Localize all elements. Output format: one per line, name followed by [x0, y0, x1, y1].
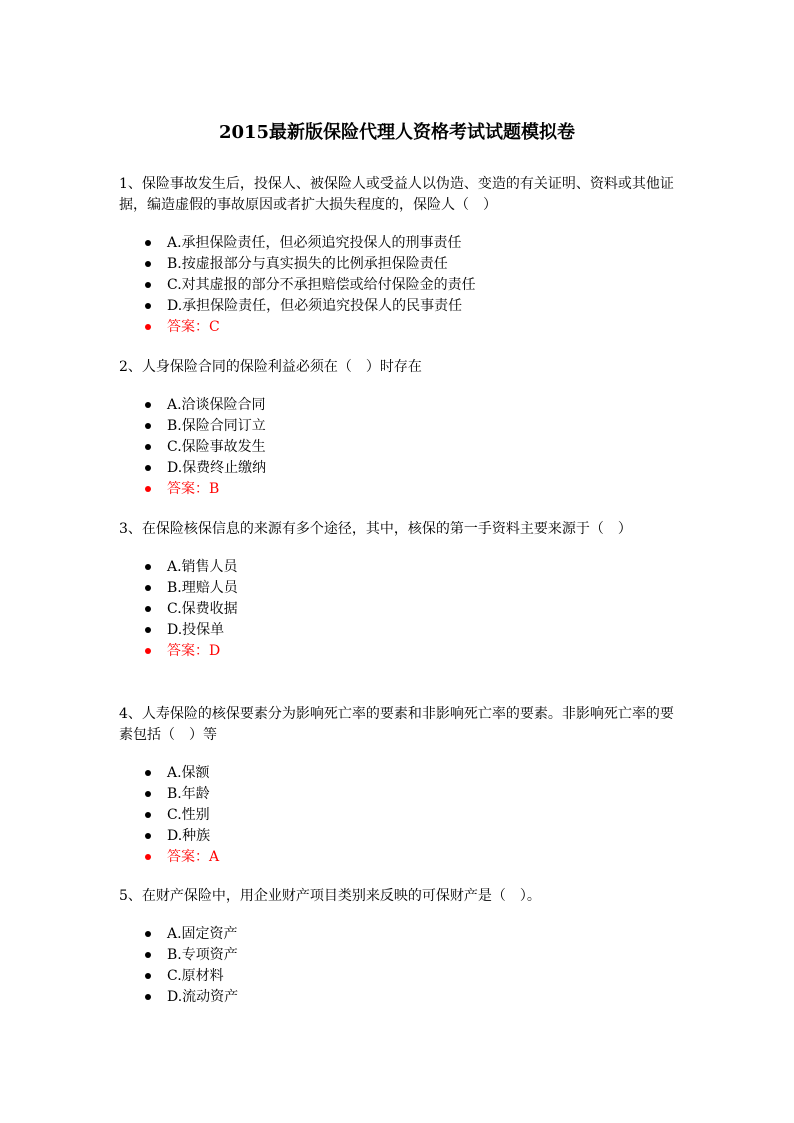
answer-label: 答案：B — [167, 481, 220, 497]
bullet-icon — [145, 444, 151, 450]
option-d — [119, 458, 679, 479]
bullet-icon — [145, 324, 151, 330]
option-d — [119, 987, 679, 1008]
option-label: C.性别 — [167, 807, 210, 823]
option-b — [119, 784, 679, 805]
answer-item — [119, 317, 679, 338]
option-label: D.投保单 — [167, 622, 225, 638]
option-c — [119, 599, 679, 620]
bullet-icon — [145, 931, 151, 937]
option-c — [119, 437, 679, 458]
option-b — [119, 416, 679, 437]
option-list — [119, 924, 679, 1008]
question-text: 3、在保险核保信息的来源有多个途径，其中，核保的第一手资料主要来源于（ ） — [119, 521, 632, 537]
option-a — [119, 924, 679, 945]
bullet-icon — [145, 952, 151, 958]
option-label: D.流动资产 — [167, 989, 239, 1005]
option-label: D.种族 — [167, 828, 211, 844]
bullet-icon — [145, 854, 151, 860]
bullet-icon — [145, 423, 151, 429]
bullet-icon — [145, 303, 151, 309]
answer-item — [119, 479, 679, 500]
bullet-icon — [145, 486, 151, 492]
answer-label: 答案：A — [167, 849, 220, 865]
question-text: 1、保险事故发生后，投保人、被保险人或受益人以伪造、变造的有关证明、资料或其他证据，编造虚假的事故原因或者扩大损失程度的，保险人（ ） — [119, 176, 674, 213]
option-label: B.保险合同订立 — [167, 418, 266, 434]
option-d — [119, 826, 679, 847]
option-label: B.按虚报部分与真实损失的比例承担保险责任 — [167, 256, 448, 272]
bullet-icon — [145, 606, 151, 612]
option-label: B.专项资产 — [167, 947, 238, 963]
option-label: A.固定资产 — [167, 926, 238, 942]
option-label: C.原材料 — [167, 968, 224, 984]
bullet-icon — [145, 994, 151, 1000]
answer-item — [119, 641, 679, 662]
bullet-icon — [145, 402, 151, 408]
option-label: D.承担保险责任，但必须追究投保人的民事责任 — [167, 298, 463, 314]
option-b — [119, 578, 679, 599]
option-label: A.保额 — [167, 765, 210, 781]
option-label: B.年龄 — [167, 786, 210, 802]
option-a — [119, 395, 679, 416]
question-1 — [119, 174, 679, 338]
option-b — [119, 254, 679, 275]
option-d — [119, 620, 679, 641]
option-list — [119, 763, 679, 868]
bullet-icon — [145, 627, 151, 633]
bullet-icon — [145, 240, 151, 246]
option-c — [119, 275, 679, 296]
bullet-icon — [145, 833, 151, 839]
option-label: B.理赔人员 — [167, 580, 238, 596]
option-label: D.保费终止缴纳 — [167, 460, 267, 476]
option-label: C.保费收据 — [167, 601, 238, 617]
question-5 — [119, 886, 679, 1008]
bullet-icon — [145, 261, 151, 267]
question-text: 4、人寿保险的核保要素分为影响死亡率的要素和非影响死亡率的要素。非影响死亡率的要素包括（ ）等 — [119, 706, 674, 743]
option-label: A.承担保险责任，但必须追究投保人的刑事责任 — [167, 235, 462, 251]
bullet-icon — [145, 812, 151, 818]
question-text: 2、人身保险合同的保险利益必须在（ ）时存在 — [119, 359, 422, 375]
option-a — [119, 557, 679, 578]
answer-item — [119, 847, 679, 868]
question-2 — [119, 357, 679, 500]
answer-label: 答案：C — [167, 319, 220, 335]
question-4 — [119, 704, 679, 868]
option-list — [119, 557, 679, 662]
option-c — [119, 805, 679, 826]
bullet-icon — [145, 564, 151, 570]
option-c — [119, 966, 679, 987]
bullet-icon — [145, 973, 151, 979]
question-3 — [119, 519, 679, 662]
option-list — [119, 395, 679, 500]
option-label: A.洽谈保险合同 — [167, 397, 266, 413]
option-a — [119, 233, 679, 254]
answer-label: 答案：D — [167, 643, 221, 659]
bullet-icon — [145, 465, 151, 471]
option-list — [119, 233, 679, 338]
option-a — [119, 763, 679, 784]
option-label: C.保险事故发生 — [167, 439, 266, 455]
bullet-icon — [145, 282, 151, 288]
page-title: 2015最新版保险代理人资格考试试题模拟卷 — [218, 122, 576, 143]
option-label: A.销售人员 — [167, 559, 238, 575]
bullet-icon — [145, 585, 151, 591]
option-label: C.对其虚报的部分不承担赔偿或给付保险金的责任 — [167, 277, 476, 293]
bullet-icon — [145, 648, 151, 654]
option-d — [119, 296, 679, 317]
question-text: 5、在财产保险中，用企业财产项目类别来反映的可保财产是（ ）。 — [119, 888, 541, 904]
bullet-icon — [145, 770, 151, 776]
bullet-icon — [145, 791, 151, 797]
option-b — [119, 945, 679, 966]
